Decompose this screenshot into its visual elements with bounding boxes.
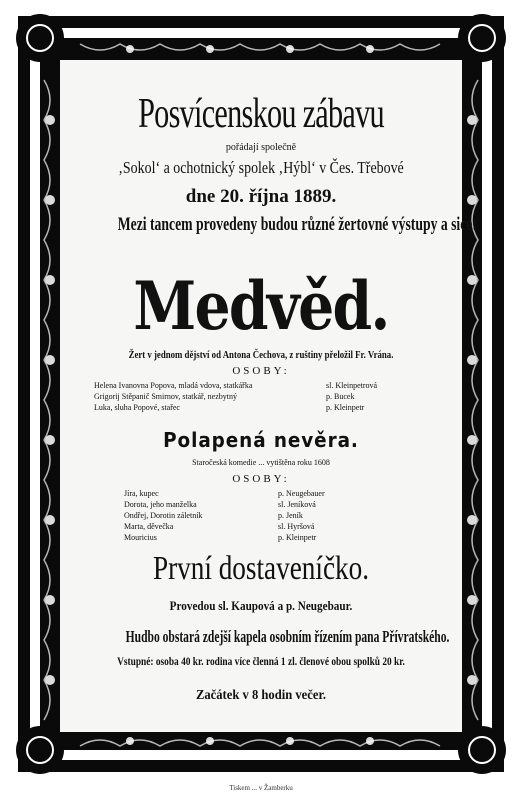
actor: sl. Jeníková — [278, 500, 316, 509]
play3-subtitle: Provedou sl. Kaupová a p. Neugebaur. — [169, 598, 353, 613]
actor: p. Jeník — [278, 511, 303, 520]
program-intro: Mezi tancem provedeny budou různé žertovné výstupy a sice: — [117, 214, 477, 235]
music-note: Hudbo obstará zdejší kapela osobním řízením pana Přívratského. — [125, 627, 450, 646]
organizers-prefix: pořádají společně — [225, 142, 297, 153]
organizers-line: ‚Sokol‘ a ochotnický spolek ‚Hýbl‘ v Čes. Třebové — [118, 158, 404, 177]
actor: sl. Kleinpetrová — [326, 381, 378, 390]
poster-title: Posvícenskou zábavu — [138, 91, 384, 137]
actor: p. Bucek — [326, 392, 355, 401]
play1-actors — [326, 380, 377, 413]
actor: p. Kleinpetr — [278, 533, 317, 542]
actor: p. Neugebauer — [278, 489, 325, 498]
play1-subtitle: Žert v jednom dějství od Antona Čechova, z ruštiny přeložil Fr. Vrána. — [128, 349, 394, 361]
role: Marta, děvečka — [124, 522, 174, 531]
play2-roles — [124, 488, 202, 543]
poster-content — [62, 62, 477, 730]
start-time: Začátek v 8 hodin večer. — [195, 688, 327, 703]
role: Mouricius — [124, 533, 157, 542]
play2-subtitle: Staročeská komedie ... vytištěna roku 1608 — [192, 458, 330, 467]
play2-cast-heading: OSOBY: — [232, 473, 290, 485]
role: Jíra, kupec — [124, 489, 159, 498]
event-date: dne 20. října 1889. — [185, 186, 337, 207]
play2-actors — [278, 488, 325, 543]
play1-cast-heading: OSOBY: — [232, 365, 290, 377]
admission-prices: Vstupné: osoba 40 kr. rodina více členná 1 zl. členové obou spolků 20 kr. — [117, 654, 405, 668]
actor: p. Kleinpetr — [326, 403, 365, 412]
role: Luka, sluha Popové, stařec — [94, 403, 180, 412]
role: Helena Ivanovna Popova, mladá vdova, statkářka — [94, 381, 253, 390]
role: Grigorij Stěpanič Smirnov, statkář, nezbytný — [94, 392, 238, 401]
play1-title: Medvěd. — [133, 267, 389, 345]
role: Dorota, jeho manželka — [124, 500, 197, 509]
printer-credit: Tiskem ... v Žamberku — [229, 784, 293, 792]
play2-title: Polapená nevěra. — [163, 428, 359, 452]
role: Ondřej, Dorotin záletník — [124, 511, 203, 520]
actor: sl. Hyršová — [278, 522, 315, 531]
play1-roles — [94, 380, 252, 413]
play3-title: První dostaveníčko. — [152, 550, 370, 587]
